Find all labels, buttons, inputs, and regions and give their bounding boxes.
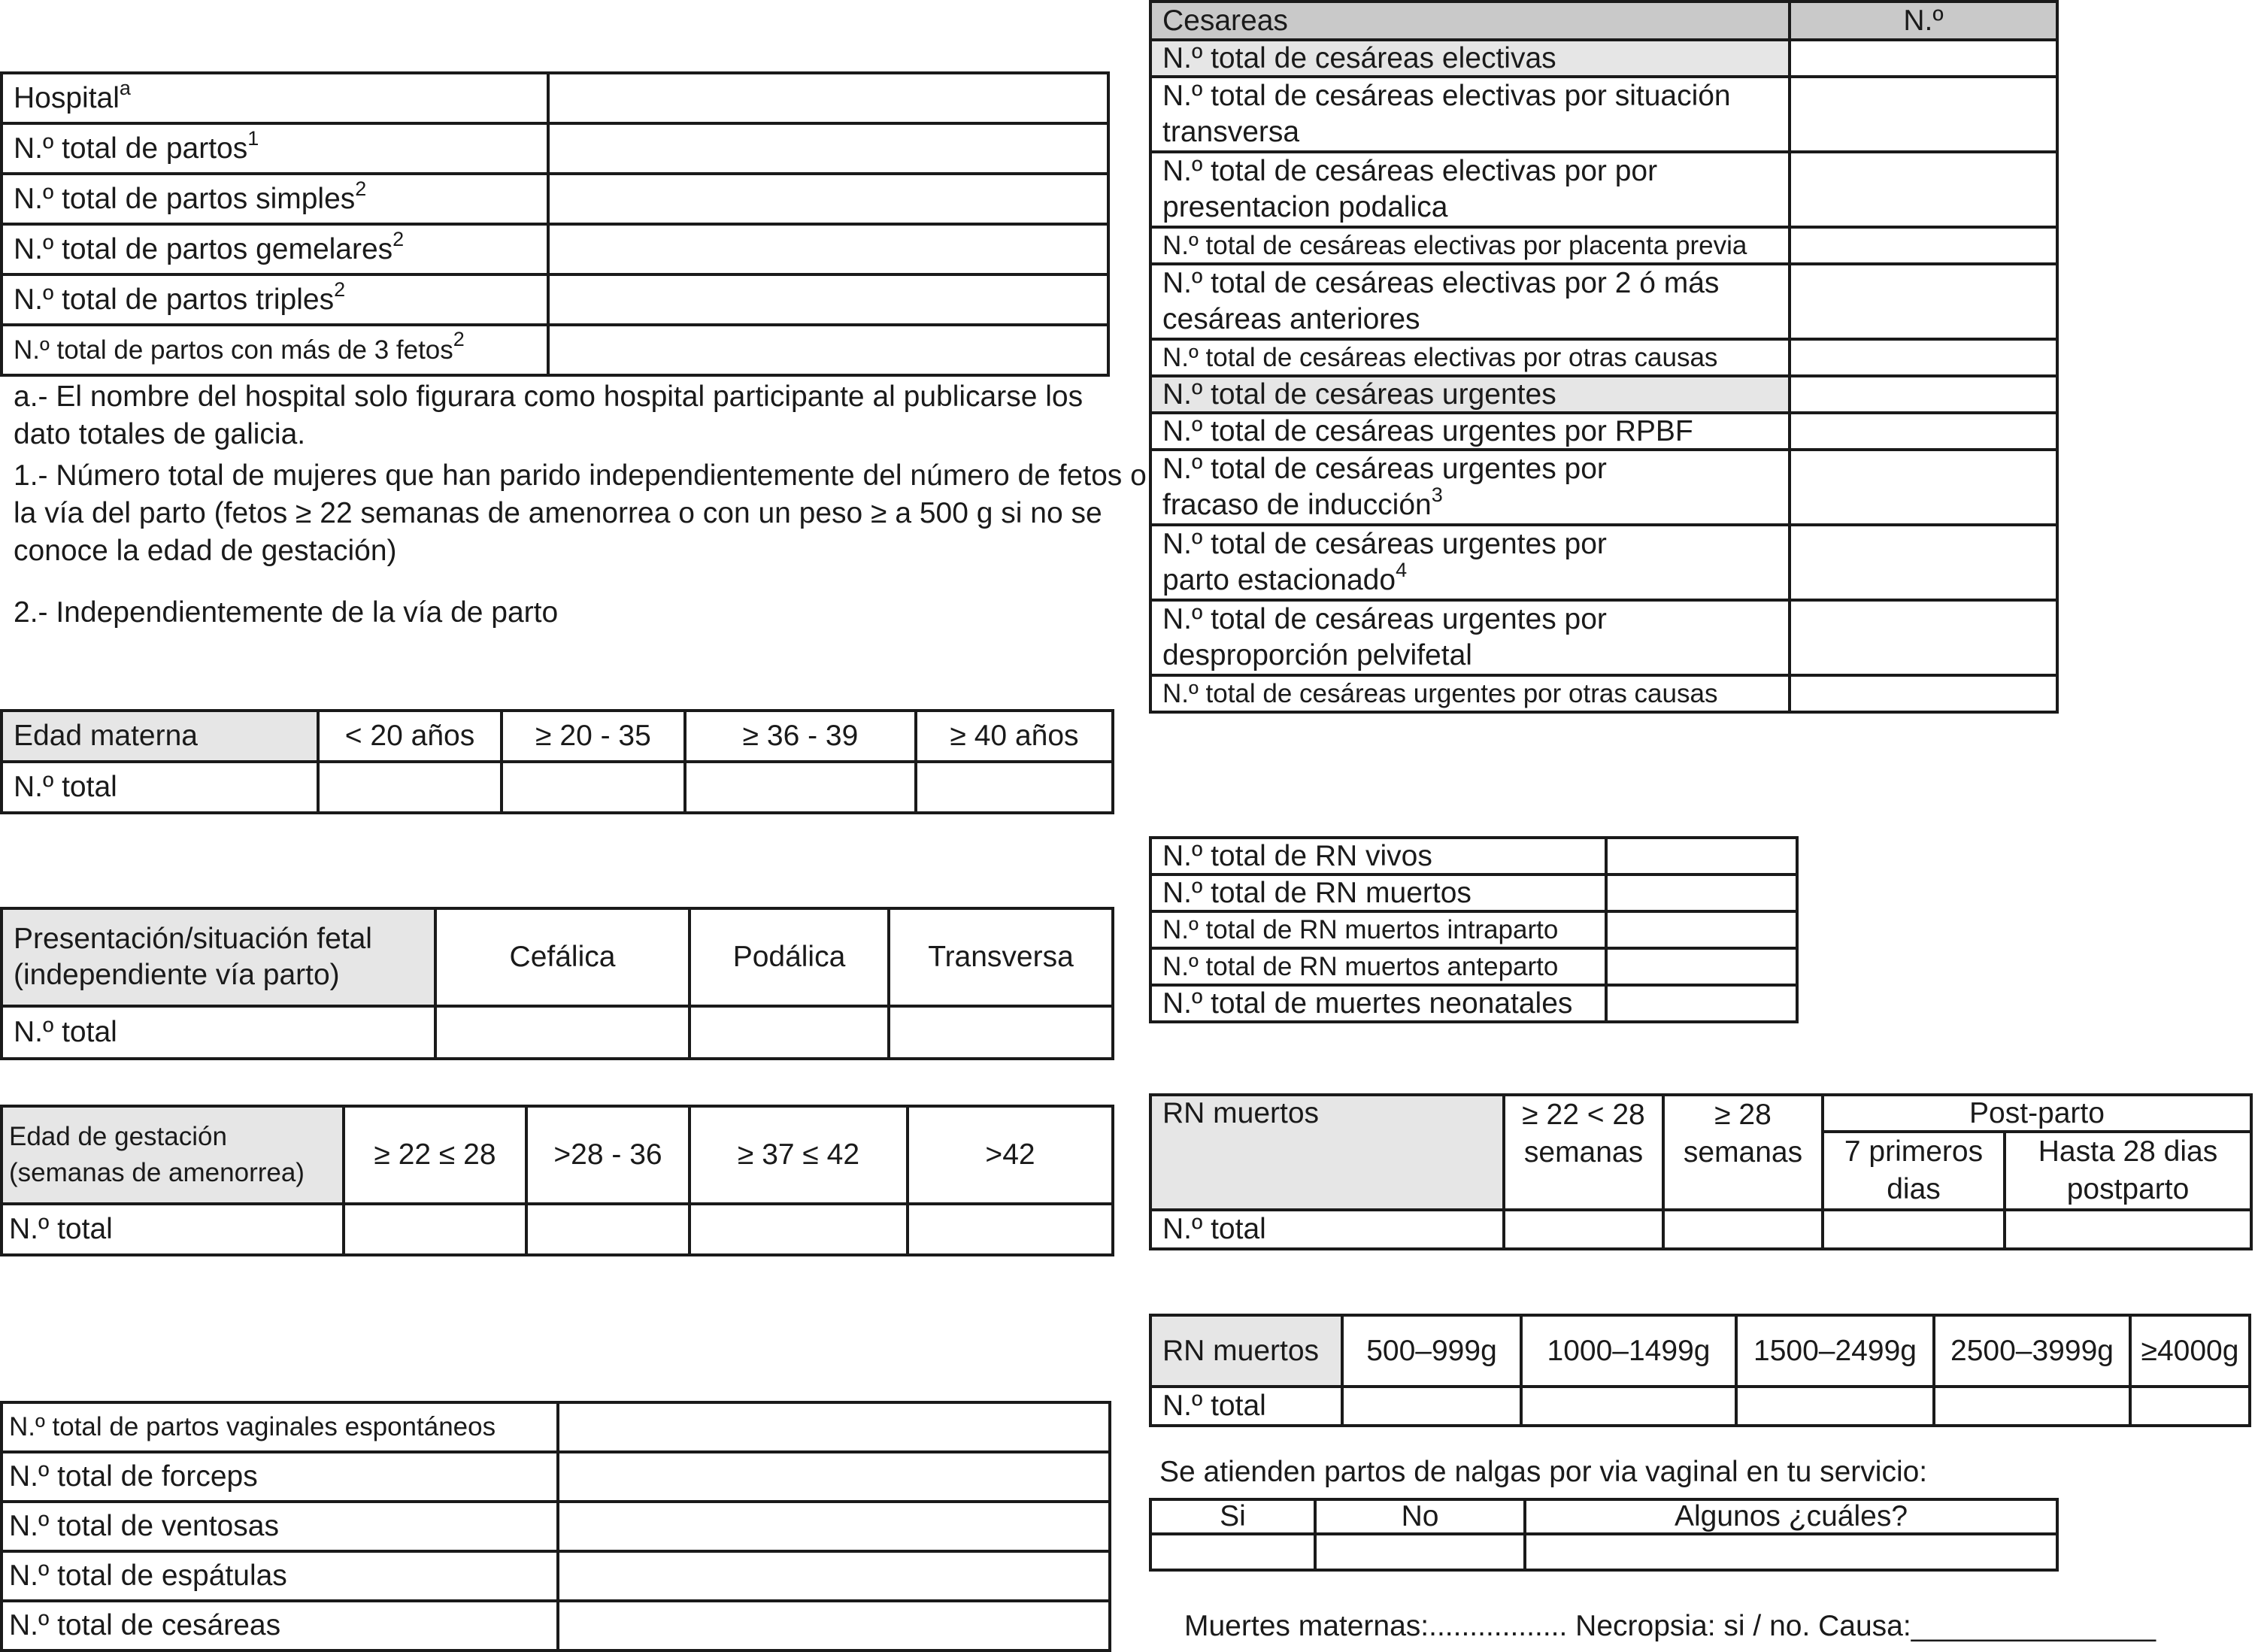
row-label: N.º total de cesáreas electivas por situación transversa [1150, 77, 1790, 152]
col-header: 2500–3999g [1934, 1315, 2130, 1387]
row-label: N.º total de espátulas [2, 1551, 558, 1601]
algunos-input[interactable] [1525, 1534, 2057, 1570]
hospital-table [0, 71, 1110, 377]
cell-input[interactable] [1823, 1210, 2005, 1249]
rn-muertos-peso-table [1149, 1314, 2251, 1427]
cell-input[interactable] [1790, 264, 2057, 339]
hospital-input[interactable] [548, 73, 1108, 123]
row-label: N.º total de partos$^1$ [2, 123, 548, 174]
col-header: No [1315, 1499, 1525, 1534]
col-header: ≥ 22 ≤ 28 [344, 1106, 526, 1204]
row-label: N.º total de partos simples$^2$ [2, 174, 548, 224]
cell-input[interactable] [690, 1204, 908, 1255]
row-label: N.º total de RN muertos anteparto [1150, 948, 1606, 985]
row-label: N.º total [2, 1006, 435, 1059]
row-label: N.º total de cesáreas electivas por placenta previa [1150, 227, 1790, 264]
col-header: Si [1150, 1499, 1315, 1534]
cell-input[interactable] [685, 762, 916, 813]
cell-input[interactable] [1790, 413, 2057, 450]
postparto-header: Post-parto [1823, 1095, 2251, 1132]
gestacion-table [0, 1105, 1114, 1256]
row-label: N.º total de cesáreas urgentes [1150, 376, 1790, 413]
cell-input[interactable] [1790, 339, 2057, 376]
row-label: N.º total de partos gemelares$^2$ [2, 224, 548, 274]
cell-input[interactable] [690, 1006, 889, 1059]
cell-input[interactable] [1606, 911, 1797, 948]
row-label: N.º total [2, 762, 318, 813]
cell-input[interactable] [558, 1452, 1110, 1502]
cell-input[interactable] [1790, 227, 2057, 264]
cell-input[interactable] [1790, 376, 2057, 413]
gestacion-header: Edad de gestación (semanas de amenorrea) [2, 1106, 344, 1204]
cell-input[interactable] [916, 762, 1113, 813]
col-header: ≥ 20 - 35 [502, 711, 685, 762]
row-label: N.º total de cesáreas urgentes por otras causas [1150, 675, 1790, 712]
partos-simples-input[interactable] [548, 174, 1108, 224]
edad-materna-header: Edad materna [2, 711, 318, 762]
note-1: 1.- Número total de mujeres que han parido independientemente del número de fetos o la vía del parto (fetos ≥ 22 semanas de amenorrea o con un peso ≥ a 500 g si no se conoce la edad de gestación) [14, 459, 1147, 567]
partos-mas-3-input[interactable] [548, 325, 1108, 375]
row-label: N.º total de muertes neonatales [1150, 985, 1606, 1022]
col-header: N.º [1790, 2, 2057, 40]
rn-muertos-header: RN muertos [1150, 1315, 1342, 1387]
row-label: N.º total de cesáreas urgentes por desproporción pelvifetal [1150, 600, 1790, 675]
row-label: N.º total [1150, 1210, 1504, 1249]
cell-input[interactable] [2130, 1387, 2250, 1426]
cell-input[interactable] [1790, 77, 2057, 152]
cell-input[interactable] [1790, 40, 2057, 77]
cell-input[interactable] [558, 1502, 1110, 1551]
col-header: 1500–2499g [1736, 1315, 1934, 1387]
note-2: 2.- Independientemente de la vía de parto [14, 596, 559, 629]
row-label: N.º total de RN muertos intraparto [1150, 911, 1606, 948]
col-header: ≥ 37 ≤ 42 [690, 1106, 908, 1204]
cell-input[interactable] [1790, 525, 2057, 600]
cell-input[interactable] [1606, 838, 1797, 874]
cell-input[interactable] [526, 1204, 690, 1255]
presentacion-table [0, 907, 1114, 1060]
col-header: Algunos ¿cuáles? [1525, 1499, 2057, 1534]
col-header: >42 [908, 1106, 1113, 1204]
cell-input[interactable] [502, 762, 685, 813]
row-label: N.º total de cesáreas [2, 1601, 558, 1650]
col-header: Hasta 28 dias postparto [2005, 1132, 2251, 1210]
row-label: N.º total de cesáreas electivas [1150, 40, 1790, 77]
cell-input[interactable] [1504, 1210, 1663, 1249]
partos-tipo-table [0, 1401, 1111, 1652]
row-label: N.º total de cesáreas urgentes por parto estacionado$^4$ [1150, 525, 1790, 600]
col-header: ≥ 28 semanas [1663, 1095, 1823, 1210]
si-checkbox[interactable] [1150, 1534, 1315, 1570]
col-header: Cefálica [435, 908, 690, 1006]
no-checkbox[interactable] [1315, 1534, 1525, 1570]
cell-input[interactable] [1606, 874, 1797, 911]
rn-muertos-semanas-table [1149, 1093, 2253, 1250]
cesareas-table [1149, 0, 2059, 714]
partos-triples-input[interactable] [548, 274, 1108, 325]
cell-input[interactable] [558, 1551, 1110, 1601]
total-partos-input[interactable] [548, 123, 1108, 174]
cell-input[interactable] [908, 1204, 1113, 1255]
cell-input[interactable] [1790, 675, 2057, 712]
causa-blank[interactable]: _______________ [1911, 1610, 2156, 1642]
nalgas-question: Se atienden partos de nalgas por via vaginal en tu servicio: [1159, 1456, 1928, 1488]
nalgas-table [1149, 1498, 2059, 1572]
col-header: ≥ 40 años [916, 711, 1113, 762]
col-header: Transversa [889, 908, 1113, 1006]
row-label: N.º total de RN muertos [1150, 874, 1606, 911]
row-label: N.º total [1150, 1387, 1342, 1426]
rn-table [1149, 836, 1799, 1023]
col-header: >28 - 36 [526, 1106, 690, 1204]
row-label: N.º total de partos vaginales espontáneos [2, 1402, 558, 1452]
row-label: N.º total de ventosas [2, 1502, 558, 1551]
presentacion-header: Presentación/situación fetal (independiente vía parto) [2, 908, 435, 1006]
cell-input[interactable] [318, 762, 502, 813]
cell-input[interactable] [1790, 450, 2057, 525]
cell-input[interactable] [344, 1204, 526, 1255]
col-header: ≥ 22 < 28 semanas [1504, 1095, 1663, 1210]
cell-input[interactable] [558, 1601, 1110, 1650]
row-label: Hospital$^a$ [2, 73, 548, 123]
col-header: 7 primeros dias [1823, 1132, 2005, 1210]
cell-input[interactable] [1521, 1387, 1736, 1426]
cell-input[interactable] [1663, 1210, 1823, 1249]
row-label: N.º total de cesáreas electivas por otras causas [1150, 339, 1790, 376]
row-label: N.º total de RN vivos [1150, 838, 1606, 874]
rn-muertos-header: RN muertos [1150, 1095, 1504, 1210]
col-header: 1000–1499g [1521, 1315, 1736, 1387]
row-label: N.º total de cesáreas urgentes por RPBF [1150, 413, 1790, 450]
cell-input[interactable] [1606, 985, 1797, 1022]
row-label: N.º total de cesáreas electivas por 2 ó más cesáreas anteriores [1150, 264, 1790, 339]
cell-input[interactable] [1790, 600, 2057, 675]
partos-gemelares-input[interactable] [548, 224, 1108, 274]
row-label: N.º total de cesáreas electivas por por presentacion podalica [1150, 152, 1790, 227]
cell-input[interactable] [889, 1006, 1113, 1059]
row-label: N.º total [2, 1204, 344, 1255]
col-header: Podálica [690, 908, 889, 1006]
row-label: N.º total de cesáreas urgentes por fracaso de inducción$^3$ [1150, 450, 1790, 525]
row-label: N.º total de partos con más de 3 fetos$^2$ [2, 325, 548, 375]
edad-materna-table [0, 709, 1114, 814]
row-label: N.º total de forceps [2, 1452, 558, 1502]
col-header: 500–999g [1342, 1315, 1521, 1387]
cell-input[interactable] [435, 1006, 690, 1059]
note-a: a.- El nombre del hospital solo figurara como hospital participante al publicarse los dato totales de galicia. [14, 380, 1084, 450]
row-label: N.º total de partos triples$^2$ [2, 274, 548, 325]
cell-input[interactable] [1790, 152, 2057, 227]
cell-input[interactable] [558, 1402, 1110, 1452]
cell-input[interactable] [1736, 1387, 1934, 1426]
muertes-maternas [1184, 1608, 2252, 1645]
col-header: ≥4000g [2130, 1315, 2250, 1387]
cell-input[interactable] [1342, 1387, 1521, 1426]
cell-input[interactable] [1606, 948, 1797, 985]
cesareas-header: Cesareas [1150, 2, 1790, 40]
cell-input[interactable] [1934, 1387, 2130, 1426]
col-header: < 20 años [318, 711, 502, 762]
col-header: ≥ 36 - 39 [685, 711, 916, 762]
cell-input[interactable] [2005, 1210, 2251, 1249]
muertes-text: Muertes maternas:................. Necropsia: si / no. Causa: [1184, 1610, 1911, 1642]
